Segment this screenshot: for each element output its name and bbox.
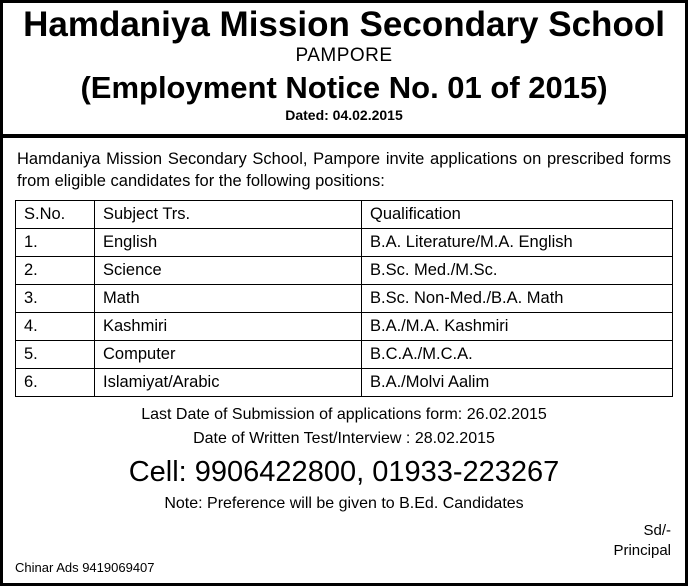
test-date-line: Date of Written Test/Interview : 28.02.2015 bbox=[193, 429, 495, 447]
contact-phone-line: Cell: 9906422800, 01933-223267 bbox=[128, 455, 560, 488]
cell-sno: 1. bbox=[16, 229, 95, 257]
agency-credit: Chinar Ads 9419069407 bbox=[15, 560, 155, 575]
cell-subject: Islamiyat/Arabic bbox=[95, 369, 362, 397]
cell-sno: 2. bbox=[16, 257, 95, 285]
column-header-sno: S.No. bbox=[16, 201, 95, 229]
column-header-qualification: Qualification bbox=[362, 201, 673, 229]
table-row bbox=[16, 257, 673, 285]
cell-subject: Science bbox=[95, 257, 362, 285]
cell-subject: Kashmiri bbox=[95, 313, 362, 341]
notice-date: Dated: 04.02.2015 bbox=[285, 106, 403, 123]
school-town: PAMPORE bbox=[295, 44, 393, 66]
notice-title: (Employment Notice No. 01 of 2015) bbox=[80, 69, 608, 105]
cell-qualification: B.C.A./M.C.A. bbox=[362, 341, 673, 369]
signature-sd: Sd/- bbox=[643, 521, 671, 539]
positions-table-wrap bbox=[3, 200, 685, 397]
preference-note: Note: Preference will be given to B.Ed. Candidates bbox=[164, 495, 524, 513]
cell-subject: Computer bbox=[95, 341, 362, 369]
cell-qualification: B.Sc. Non-Med./B.A. Math bbox=[362, 285, 673, 313]
last-date-line: Last Date of Submission of applications form: 26.02.2015 bbox=[141, 406, 547, 424]
signature-block bbox=[613, 521, 671, 562]
cell-sno: 3. bbox=[16, 285, 95, 313]
notice-header bbox=[3, 3, 685, 129]
cell-qualification: B.A. Literature/M.A. English bbox=[362, 229, 673, 257]
cell-qualification: B.Sc. Med./M.Sc. bbox=[362, 257, 673, 285]
school-name: Hamdaniya Mission Secondary School bbox=[23, 5, 665, 44]
table-row bbox=[16, 369, 673, 397]
cell-sno: 5. bbox=[16, 341, 95, 369]
cell-qualification: B.A./M.A. Kashmiri bbox=[362, 313, 673, 341]
cell-sno: 6. bbox=[16, 369, 95, 397]
column-header-subject: Subject Trs. bbox=[95, 201, 362, 229]
cell-subject: Math bbox=[95, 285, 362, 313]
notice-footer bbox=[3, 397, 685, 513]
intro-paragraph: Hamdaniya Mission Secondary School, Pampore invite applications on prescribed forms from eligible candidates for the following positions: bbox=[17, 149, 671, 191]
cell-sno: 4. bbox=[16, 313, 95, 341]
cell-subject: English bbox=[95, 229, 362, 257]
table-header-row bbox=[16, 201, 673, 229]
table-row bbox=[16, 313, 673, 341]
positions-table bbox=[15, 200, 673, 397]
signature-title: Principal bbox=[613, 541, 671, 559]
table-row bbox=[16, 341, 673, 369]
table-row bbox=[16, 229, 673, 257]
table-row bbox=[16, 285, 673, 313]
cell-qualification: B.A./Molvi Aalim bbox=[362, 369, 673, 397]
